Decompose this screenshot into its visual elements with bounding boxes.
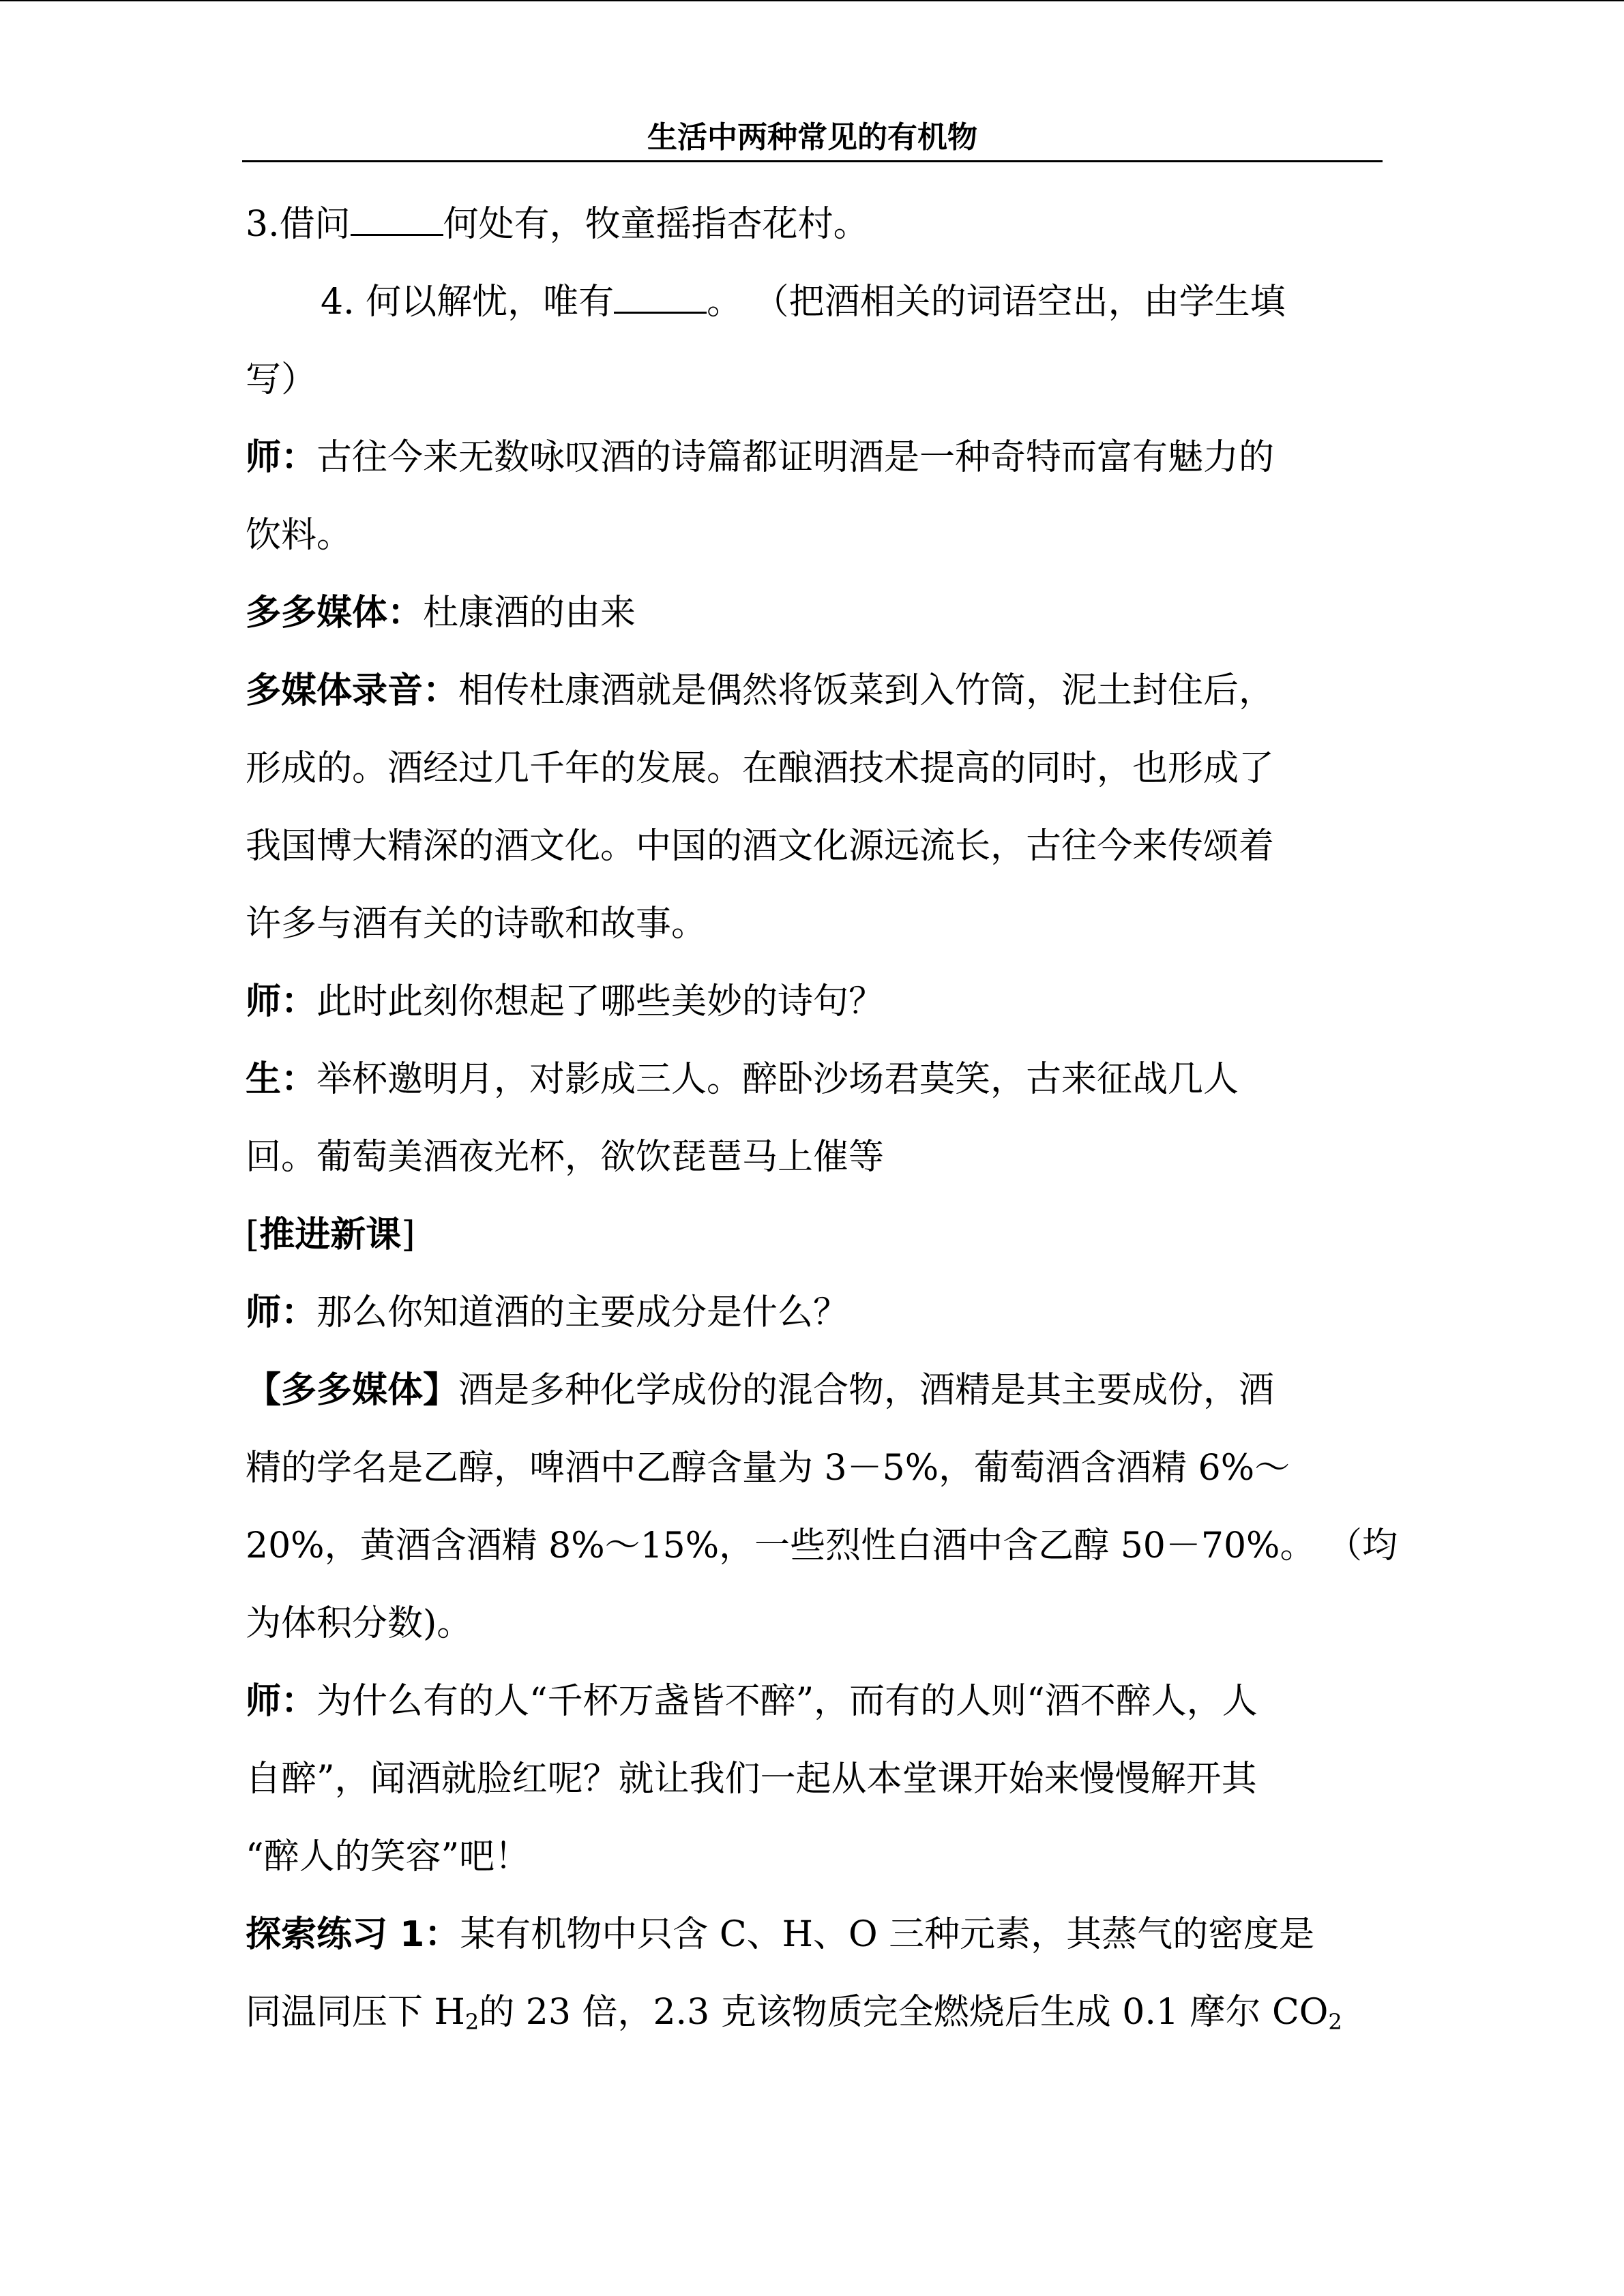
text-span: 那么你知道酒的主要成分是什么？ [316,1292,849,1333]
text-line [246,1429,1381,1507]
page-header-title: 生活中两种常见的有机物 [647,120,977,155]
text-span: 某有机物中只含 C、H、O 三种元素，其蒸气的密度是 [460,1914,1315,1955]
section-heading [246,1196,1381,1274]
speaker-label: 师： [246,1292,317,1333]
text-line [246,652,1381,730]
text-span: 。 （把酒相关的词语空出，由学生填 [707,282,1286,323]
text-line [246,574,1381,652]
text-span: 回。葡萄美酒夜光杯，欲饮琵琶马上催等 [246,1137,885,1178]
subscript: 2 [464,2009,479,2035]
speaker-label: 生： [246,1059,317,1100]
text-line [246,1896,1381,1973]
text-span: 写） [246,359,317,400]
text-span: 形成的。酒经过几千年的发展。在酿酒技术提高的同时，也形成了 [246,748,1275,789]
text-span: 4. 何以解忧，唯有 [321,282,615,323]
text-line [246,263,1381,341]
text-span: 同温同压下 H [246,1992,465,2033]
bracket-open: [ [246,1214,260,1255]
text-span: 酒是多种化学成份的混合物，酒精是其主要成份，酒 [458,1370,1275,1411]
text-line [246,1740,1381,1818]
text-line [246,1118,1381,1196]
text-line [246,885,1381,963]
text-span: 相传杜康酒就是偶然将饭菜到入竹筒，泥土封住后， [458,670,1275,711]
text-line [246,1973,1381,2051]
document-body [246,185,1398,2051]
text-line [246,1585,1381,1663]
text-span: 许多与酒有关的诗歌和故事。 [246,904,707,944]
text-span: 古往今来无数咏叹酒的诗篇都证明酒是一种奇特而富有魅力的 [316,437,1275,478]
text-line [246,496,1381,574]
text-span: 20%，黄酒含酒精 8%～15%，一些烈性白酒中含乙醇 50－70%。 （均 [246,1525,1398,1566]
text-span: 举杯邀明月，对影成三人。醉卧沙场君莫笑，古来征战几人 [316,1059,1239,1100]
subscript: 2 [1328,2009,1342,2035]
text-span: 为体积分数)。 [246,1603,473,1644]
text-line [246,185,1381,263]
text-line [246,1507,1398,1585]
text-span: 饮料。 [246,515,353,556]
text-line [246,1663,1381,1740]
speaker-label: 多多媒体： [246,593,424,633]
text-span: 的 23 倍，2.3 克该物质完全燃烧后生成 0.1 摩尔 CO [479,1992,1329,2033]
text-line [246,730,1381,807]
speaker-label: 师： [246,981,317,1022]
text-line [246,419,1381,496]
text-span: 此时此刻你想起了哪些美妙的诗句？ [316,981,885,1022]
bracket-close: ] [401,1214,415,1255]
text-line [246,1352,1381,1429]
section-heading-text: 推进新课 [259,1214,402,1255]
text-span: 为什么有的人“千杯万盏皆不醉”，而有的人则“酒不醉人，人 [316,1681,1258,1722]
text-span: “醉人的笑容”吧！ [246,1836,531,1877]
speaker-label: 师： [246,1681,317,1722]
text-span: 精的学名是乙醇，啤酒中乙醇含量为 3－5%，葡萄酒含酒精 6%～ [246,1448,1290,1489]
fill-blank [351,207,443,236]
text-line [246,963,1381,1041]
text-line [246,1274,1381,1352]
text-span: 何处有，牧童摇指杏花村。 [443,204,869,245]
text-span: 3.借问 [246,204,351,245]
speaker-label: 师： [246,437,317,478]
text-line [246,1818,1381,1896]
text-span: 杜康酒的由来 [423,593,636,633]
speaker-label: 多媒体录音： [246,670,459,711]
speaker-label: 【多多媒体】 [246,1370,459,1411]
text-span: 我国博大精深的酒文化。中国的酒文化源远流长，古往今来传颂着 [246,826,1275,867]
exercise-label: 探索练习 1： [246,1914,460,1955]
fill-blank [614,284,707,314]
text-line [246,341,1381,419]
header-divider [242,160,1383,162]
text-line [246,1041,1381,1118]
text-line [246,807,1381,885]
text-span: 自醉”，闻酒就脸红呢？就让我们一起从本堂课开始来慢慢解开其 [246,1759,1257,1800]
